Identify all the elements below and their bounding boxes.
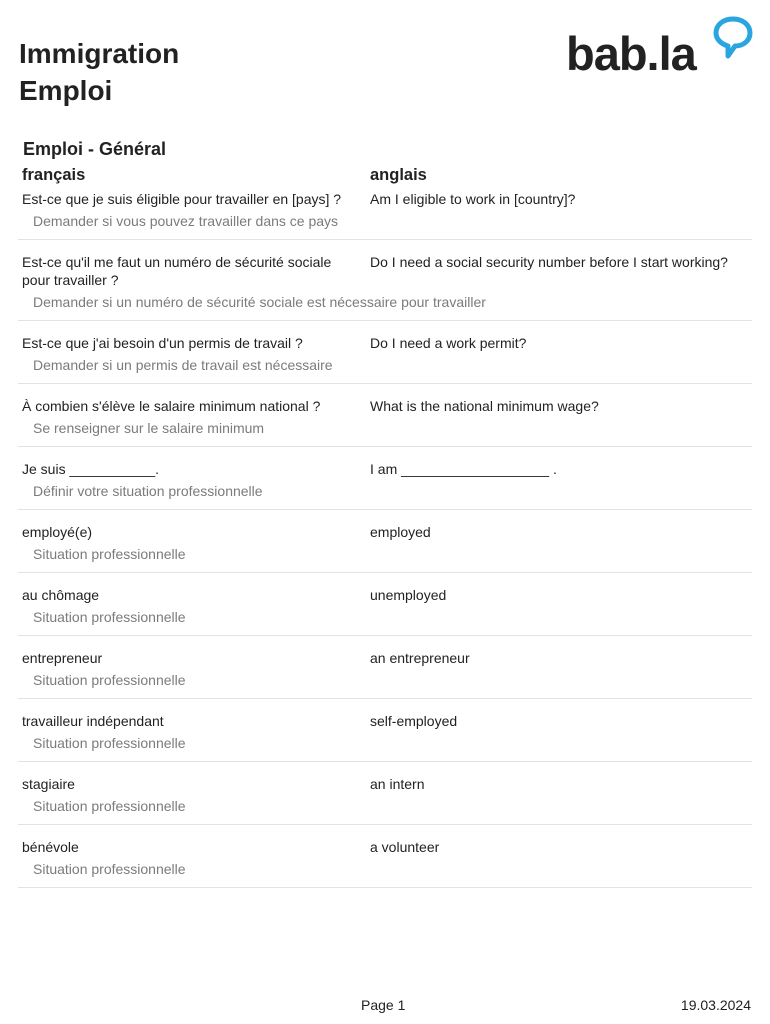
phrase-entry	[18, 647, 752, 699]
speech-bubble-icon	[713, 16, 753, 64]
phrase-description: Situation professionnelle	[33, 735, 186, 751]
phrase-entry	[18, 332, 752, 384]
phrase-english: self-employed	[370, 713, 458, 729]
logo-text: bab.la	[566, 27, 696, 80]
phrase-description: Se renseigner sur le salaire minimum	[33, 420, 265, 436]
phrase-description: Demander si un permis de travail est nécessaire	[33, 357, 333, 373]
phrase-description: Situation professionnelle	[33, 672, 186, 688]
phrase-french: Je suis ___________.	[22, 461, 159, 477]
column-header-french: français	[22, 166, 86, 184]
phrase-english: Do I need a work permit?	[370, 335, 527, 351]
phrase-french: bénévole	[22, 839, 79, 855]
page-title	[19, 35, 179, 109]
phrase-entry	[18, 395, 752, 447]
phrase-entry	[18, 458, 752, 510]
column-header-english: anglais	[370, 166, 427, 184]
phrase-description: Situation professionnelle	[33, 861, 186, 877]
phrase-french: Est-ce qu'il me faut un numéro de sécurité sociale pour travailler ?	[22, 254, 332, 288]
phrase-entry	[18, 251, 752, 321]
phrase-entry	[18, 521, 752, 573]
phrase-english: an intern	[370, 776, 425, 792]
phrase-description: Demander si vous pouvez travailler dans ce pays	[33, 213, 339, 229]
phrase-entry	[18, 188, 752, 240]
phrase-english: Am I eligible to work in [country]?	[370, 191, 576, 207]
phrase-french: Est-ce que je suis éligible pour travailler en [pays] ?	[22, 191, 342, 207]
phrase-french: Est-ce que j'ai besoin d'un permis de travail ?	[22, 335, 303, 351]
phrase-description: Définir votre situation professionnelle	[33, 483, 263, 499]
page-number: Page 1	[361, 997, 406, 1013]
phrase-entry	[18, 773, 752, 825]
phrase-french: travailleur indépendant	[22, 713, 164, 729]
phrase-english: I am ___________________ .	[370, 461, 557, 477]
phrase-french: employé(e)	[22, 524, 93, 540]
phrase-entry	[18, 710, 752, 762]
phrase-description: Situation professionnelle	[33, 546, 186, 562]
phrase-english: an entrepreneur	[370, 650, 470, 666]
babla-logo[interactable]	[566, 16, 756, 82]
phrase-french: au chômage	[22, 587, 100, 603]
phrase-english: a volunteer	[370, 839, 440, 855]
phrase-description: Situation professionnelle	[33, 609, 186, 625]
phrase-entry	[18, 584, 752, 636]
footer-date: 19.03.2024	[680, 997, 751, 1013]
phrase-french: entrepreneur	[22, 650, 103, 666]
phrase-description: Situation professionnelle	[33, 798, 186, 814]
phrase-description: Demander si un numéro de sécurité sociale est nécessaire pour travailler	[33, 294, 486, 310]
phrase-french: À combien s'élève le salaire minimum national ?	[22, 398, 321, 414]
section-title: Emploi - Général	[23, 139, 167, 159]
phrase-list	[18, 188, 752, 899]
phrase-entry	[18, 836, 752, 888]
phrase-english: What is the national minimum wage?	[370, 398, 599, 414]
title-line-2: Emploi	[19, 75, 113, 106]
phrase-english: Do I need a social security number before I start working?	[370, 254, 728, 270]
phrase-french: stagiaire	[22, 776, 75, 792]
title-line-1: Immigration	[19, 38, 180, 69]
phrase-english: employed	[370, 524, 431, 540]
phrase-english: unemployed	[370, 587, 447, 603]
